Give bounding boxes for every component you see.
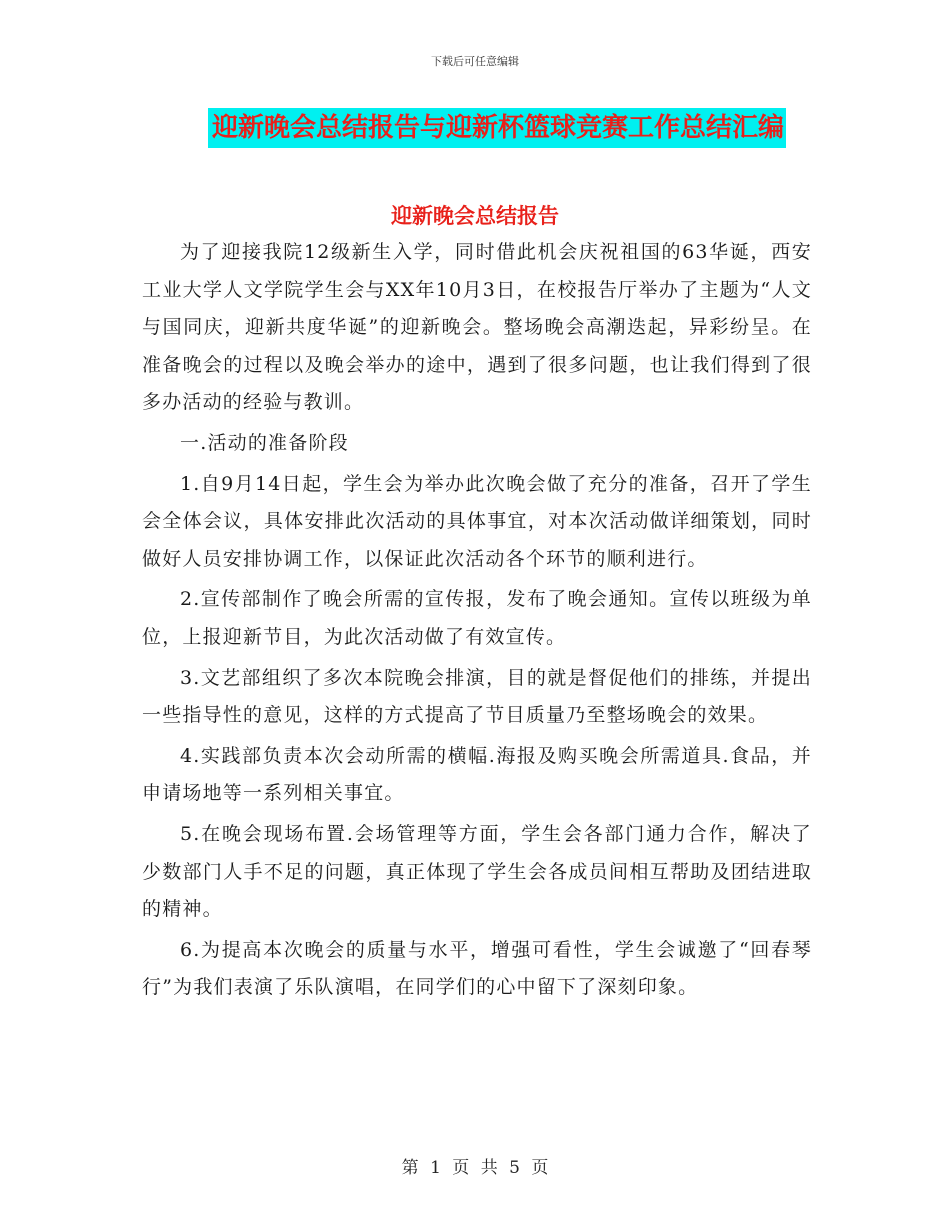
paragraph-item-2: 2.宣传部制作了晚会所需的宣传报，发布了晚会通知。宣传以班级为单位，上报迎新节目，为此次活动做了有效宣传。 (142, 588, 812, 648)
paragraph-heading-preparation: 一.活动的准备阶段 (180, 431, 349, 454)
section-title: 迎新晚会总结报告 (391, 203, 559, 228)
paragraph-intro: 为了迎接我院12级新生入学，同时借此机会庆祝祖国的63华诞，西安工业大学人文学院学生会与XX年10月3日，在校报告厅举办了主题为“人文与国同庆，迎新共度华诞”的迎新晚会。整场晚会高潮迭起，异彩纷呈。在准备晚会的过程以及晚会举办的途中，遇到了很多问题，也让我们得到了很多办活动的经验与教训。 (142, 241, 812, 414)
paragraph-item-1: 1.自9月14日起，学生会为举办此次晚会做了充分的准备，召开了学生会全体会议，具体安排此次活动的具体事宜，对本次活动做详细策划，同时做好人员安排协调工作，以保证此次活动各个环节的顺利进行。 (142, 472, 812, 570)
document-body (142, 234, 812, 1007)
document-title-container (0, 108, 950, 148)
paragraph-item-5: 5.在晚会现场布置.会场管理等方面，学生会各部门通力合作，解决了少数部门人手不足的问题，真正体现了学生会各成员间相互帮助及团结进取的精神。 (142, 822, 812, 921)
paragraph-item-4: 4.实践部负责本次会动所需的横幅.海报及购买晚会所需道具.食品，并申请场地等一系列相关事宜。 (142, 744, 812, 805)
document-title: 迎新晚会总结报告与迎新杯篮球竞赛工作总结汇编 (208, 108, 786, 148)
page-header-note: 下载后可任意编辑 (431, 55, 519, 68)
paragraph-item-3: 3.文艺部组织了多次本院晚会排演，目的就是督促他们的排练，并提出一些指导性的意见，这样的方式提高了节目质量乃至整场晚会的效果。 (142, 666, 812, 727)
paragraph-item-6: 6.为提高本次晚会的质量与水平，增强可看性，学生会诚邀了“回春琴行”为我们表演了乐队演唱，在同学们的心中留下了深刻印象。 (142, 938, 812, 999)
page-number-footer: 第 1 页 共 5 页 (401, 1158, 549, 1178)
